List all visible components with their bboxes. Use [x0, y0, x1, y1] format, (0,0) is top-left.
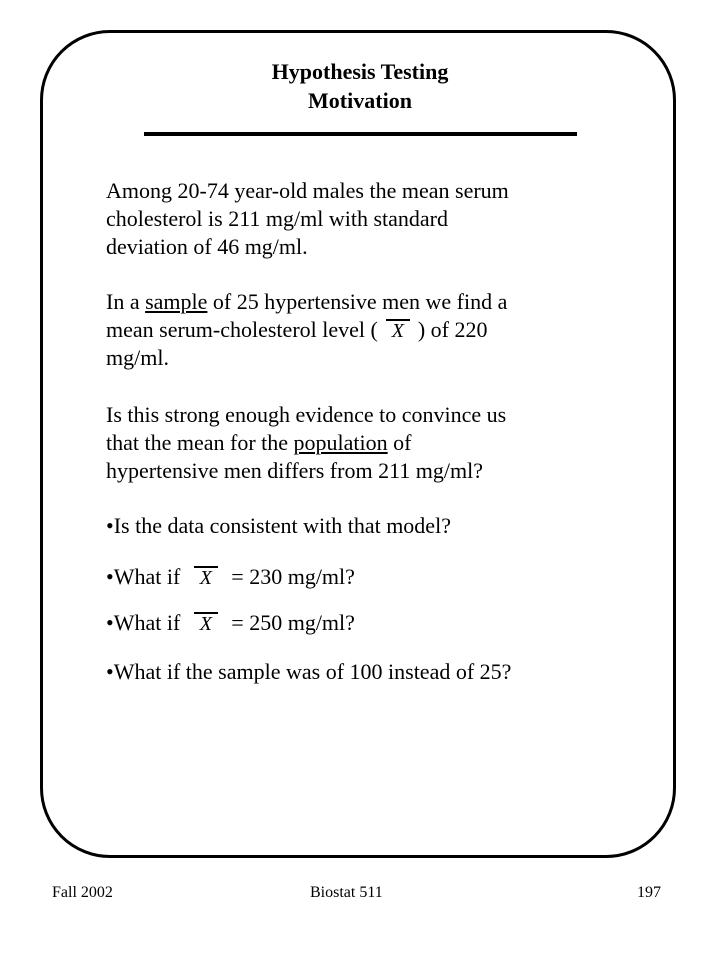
- underlined-word-sample: sample: [145, 289, 208, 314]
- text-segment: •What if: [106, 610, 181, 635]
- bullet-text: •Is the data consistent with that model?: [106, 513, 451, 538]
- text-segment: In a: [106, 289, 146, 314]
- title-line-2: Motivation: [308, 88, 412, 113]
- title-line-1: Hypothesis Testing: [271, 59, 449, 84]
- paragraph-population-stats: [106, 177, 666, 261]
- text-segment: that the mean for the: [106, 430, 294, 455]
- text-segment: of: [387, 430, 412, 455]
- bullet-data-consistent: [106, 512, 666, 540]
- footer-page-number: 197: [637, 884, 661, 901]
- text-segment: •What if: [106, 564, 181, 589]
- x-bar-symbol: X: [186, 564, 226, 592]
- x-bar-symbol: X: [186, 610, 226, 638]
- text-line: [106, 429, 666, 457]
- text-segment: = 230 mg/ml?: [231, 564, 355, 589]
- bullet-what-if-230: [106, 563, 666, 591]
- text-line: Is this strong enough evidence to convince us: [106, 402, 507, 427]
- text-line: [106, 288, 666, 316]
- bullet-what-if-sample-size: [106, 658, 666, 686]
- footer-course: Biostat 511: [310, 884, 383, 901]
- slide-title: [0, 57, 720, 115]
- paragraph-sample: [106, 288, 666, 372]
- footer-term: Fall 2002: [52, 884, 113, 901]
- text-line: hypertensive men differs from 211 mg/ml?: [106, 458, 483, 483]
- bullet-what-if-250: [106, 609, 666, 637]
- text-segment: of 25 hypertensive men we find a: [207, 289, 508, 314]
- text-line: mg/ml.: [106, 345, 169, 370]
- bullet-text: [106, 609, 666, 637]
- text-line: deviation of 46 mg/ml.: [106, 234, 308, 259]
- text-segment: mean serum-cholesterol level (: [106, 317, 378, 342]
- bullet-text: •What if the sample was of 100 instead of 25?: [106, 659, 512, 684]
- text-segment: ) of 220: [417, 317, 488, 342]
- underlined-word-population: population: [293, 430, 388, 455]
- bullet-text: [106, 563, 666, 591]
- paragraph-question: [106, 401, 666, 485]
- text-line: [106, 316, 666, 344]
- x-bar-symbol: X: [378, 317, 418, 345]
- text-segment: = 250 mg/ml?: [231, 610, 355, 635]
- title-underline-rule: [144, 132, 577, 136]
- text-line: Among 20-74 year-old males the mean serum: [106, 178, 509, 203]
- text-line: cholesterol is 211 mg/ml with standard: [106, 206, 448, 231]
